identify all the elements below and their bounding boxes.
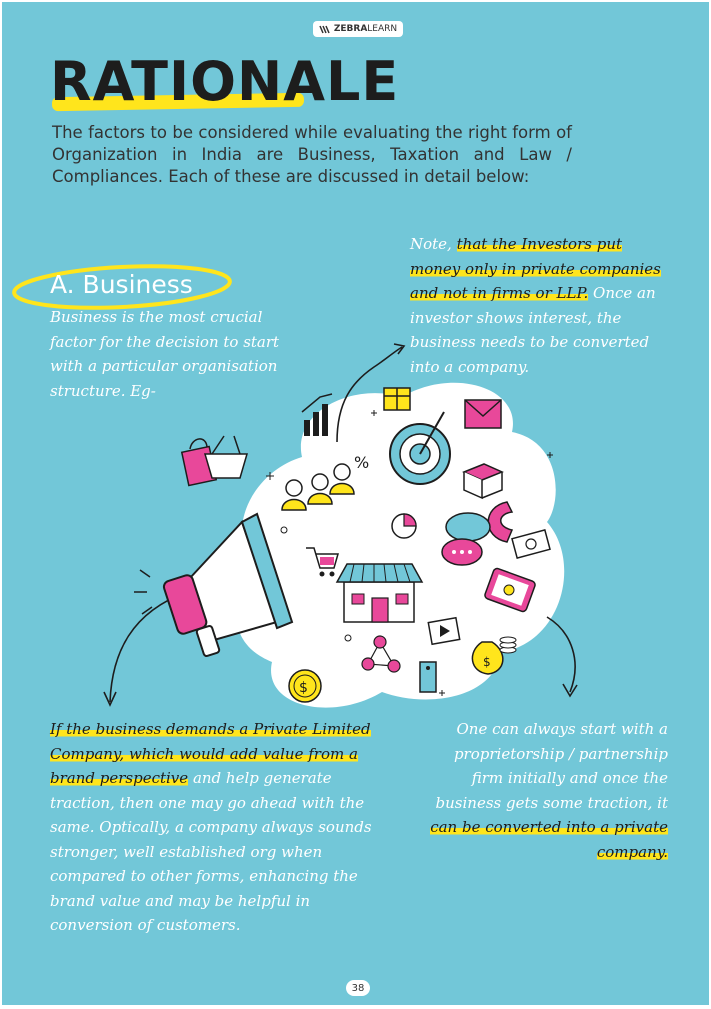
proprietorship-paragraph xyxy=(422,717,668,864)
gift-icon xyxy=(384,388,410,410)
business-paragraph: Business is the most crucial factor for the decision to start with a particular organisation structure. Eg- xyxy=(50,308,280,400)
private-limited-rest: and help generate traction, then one may go ahead with the same. Optically, a company always sounds stronger, well established org when compared to other forms, enhancing the brand value and may be helpful in conversion of customers. xyxy=(50,769,372,934)
note-paragraph xyxy=(410,232,670,379)
coin-icon xyxy=(289,670,321,702)
section-a-heading: A. Business xyxy=(50,270,193,299)
proprietorship-text: One can always start with a proprietorship / partnership firm initially and once the business gets some traction, it xyxy=(435,720,668,812)
percent-label: % xyxy=(354,453,370,472)
note-highlight: that the Investors put money only in private companies and not in firms or LLP. xyxy=(410,235,661,302)
coin-dollar-label: $ xyxy=(299,680,308,696)
tag-icon xyxy=(420,662,436,692)
note-rest: Once an investor shows interest, the business needs to be converted into a company. xyxy=(410,284,656,376)
arrow-to-right xyxy=(547,617,575,692)
shop-icon xyxy=(337,564,422,622)
brand-name-bold: ZEBRA xyxy=(333,24,368,34)
page-title: RATIONALE xyxy=(50,50,400,113)
envelope-icon xyxy=(465,400,501,428)
video-icon xyxy=(428,618,459,645)
basket-icon xyxy=(205,436,247,478)
brand-name-light: LEARN xyxy=(367,24,398,34)
private-limited-paragraph xyxy=(50,717,380,938)
note-lead: Note, xyxy=(410,235,452,253)
proprietorship-highlight: can be converted into a private company. xyxy=(430,818,668,861)
page xyxy=(2,2,709,1005)
page-number: 38 xyxy=(346,980,370,996)
intro-paragraph: The factors to be considered while evaluating the right form of Organization in India are Business, Taxation and Law / Compliances. Each of these are discussed in detail below: xyxy=(52,123,572,186)
private-limited-highlight: If the business demands a Private Limited Company, which would add value from a brand perspective xyxy=(50,720,371,787)
money-bag-dollar-label: $ xyxy=(483,655,491,669)
pie-chart-icon xyxy=(392,514,416,538)
